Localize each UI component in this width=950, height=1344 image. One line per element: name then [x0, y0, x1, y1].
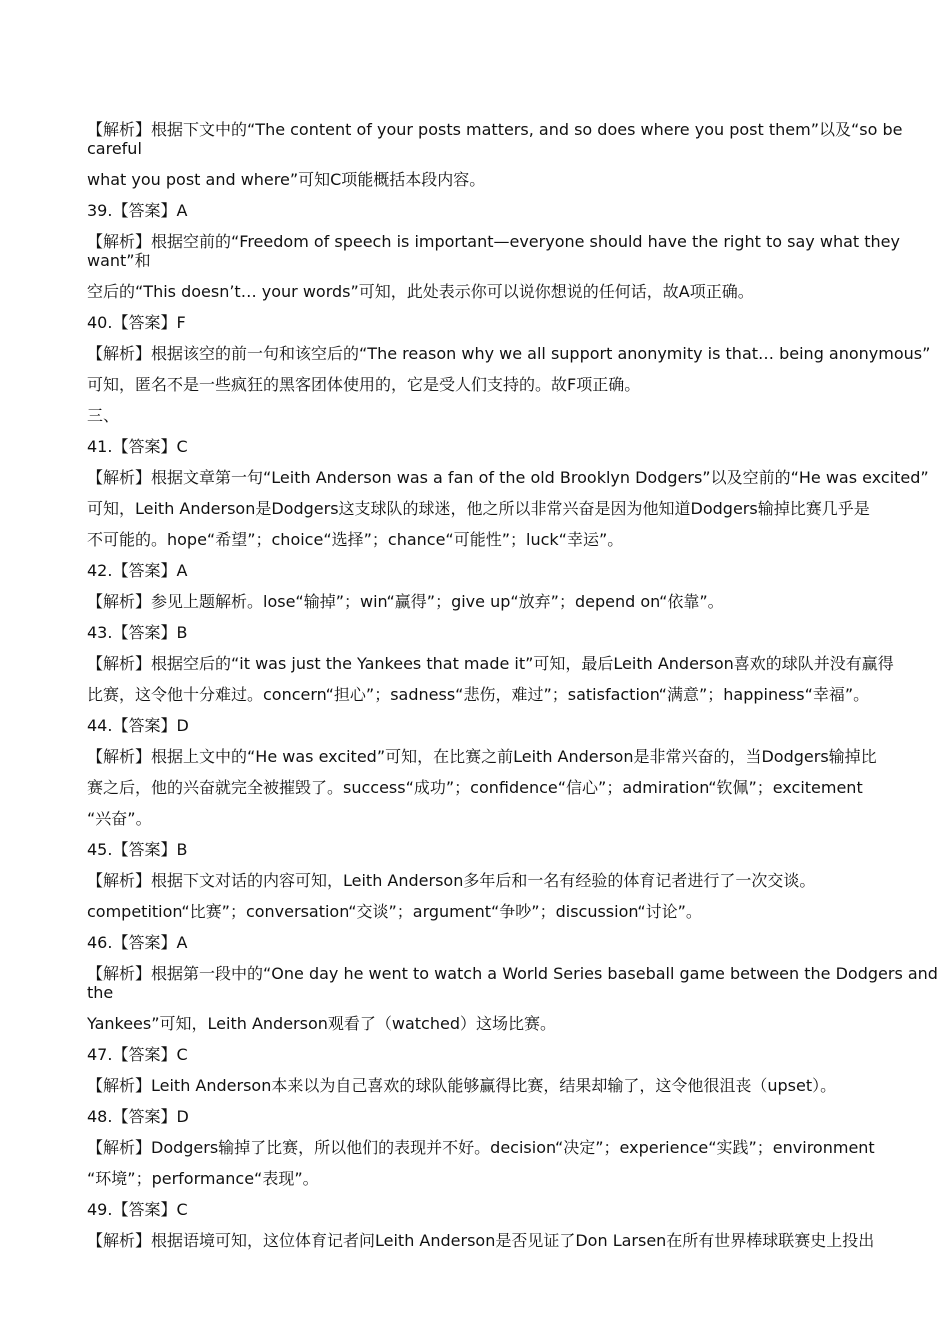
answer-line: 39.【答案】A [87, 201, 188, 220]
text-line: 【解析】根据上文中的“He was excited”可知，在比赛之前Leith Anderson是非常兴奋的，当Dodgers输掉比 [87, 747, 877, 766]
answer-line: 40.【答案】F [87, 313, 186, 332]
text-line: 【解析】根据下文对话的内容可知，Leith Anderson多年后和一名有经验的体育记者进行了一次交谈。 [87, 871, 816, 890]
answer-line: 48.【答案】D [87, 1107, 189, 1126]
answer-line: 46.【答案】A [87, 933, 188, 952]
text-line: 【解析】根据该空的前一句和该空后的“The reason why we all support anonymity is that… being anonymous” [87, 344, 931, 363]
answer-line: 43.【答案】B [87, 623, 188, 642]
text-line: “环境”；performance“表现”。 [87, 1169, 319, 1188]
answer-line: 42.【答案】A [87, 561, 188, 580]
text-line: 可知，匿名不是一些疯狂的黑客团体使用的，它是受人们支持的。故F项正确。 [87, 375, 641, 394]
answer-line: 47.【答案】C [87, 1045, 188, 1064]
text-line: 【解析】Dodgers输掉了比赛，所以他们的表现并不好。decision“决定”；experience“实践”；environment [87, 1138, 875, 1157]
text-line: 不可能的。hope“希望”；choice“选择”；chance“可能性”；luck“幸运”。 [87, 530, 624, 549]
text-line: 【解析】根据空后的“it was just the Yankees that made it”可知，最后Leith Anderson喜欢的球队并没有赢得 [87, 654, 894, 673]
text-line: “兴奋”。 [87, 809, 152, 828]
answer-line: 49.【答案】C [87, 1200, 188, 1219]
text-line: 空后的“This doesn’t… your words”可知，此处表示你可以说你想说的任何话，故A项正确。 [87, 282, 754, 301]
text-line: competition“比赛”；conversation“交谈”；argument“争吵”；discussion“讨论”。 [87, 902, 702, 921]
text-line: 比赛，这令他十分难过。concern“担心”；sadness“悲伤，难过”；satisfaction“满意”；happiness“幸福”。 [87, 685, 870, 704]
text-line: 【解析】根据下文中的“The content of your posts matters, and so does where you post them”以及“so be careful [87, 120, 903, 158]
text-line: 【解析】根据空前的“Freedom of speech is important—everyone should have the right to say what they want”和 [87, 232, 900, 270]
text-line: 【解析】参见上题解析。lose“输掉”；win“赢得”；give up“放弃”；depend on“依靠”。 [87, 592, 724, 611]
text-line: 【解析】根据语境可知，这位体育记者问Leith Anderson是否见证了Don Larsen在所有世界棒球联赛史上投出 [87, 1231, 875, 1250]
text-line: 【解析】根据第一段中的“One day he went to watch a World Series baseball game between the Dodgers and the [87, 964, 938, 1002]
text-line: Yankees”可知，Leith Anderson观看了（watched）这场比赛。 [87, 1014, 556, 1033]
text-line: 【解析】根据文章第一句“Leith Anderson was a fan of the old Brooklyn Dodgers”以及空前的“He was excited” [87, 468, 929, 487]
answer-line: 44.【答案】D [87, 716, 189, 735]
answer-line: 41.【答案】C [87, 437, 188, 456]
text-line: what you post and where”可知C项能概括本段内容。 [87, 170, 486, 189]
answer-line: 45.【答案】B [87, 840, 188, 859]
text-line: 可知，Leith Anderson是Dodgers这支球队的球迷，他之所以非常兴奋是因为他知道Dodgers输掉比赛几乎是 [87, 499, 870, 518]
text-line: 赛之后，他的兴奋就完全被摧毁了。success“成功”；confidence“信心”；admiration“钦佩”；excitement [87, 778, 863, 797]
section-heading: 三、 [87, 406, 120, 425]
text-line: 【解析】Leith Anderson本来以为自己喜欢的球队能够赢得比赛，结果却输了，这令他很沮丧（upset）。 [87, 1076, 837, 1095]
document-body [87, 120, 945, 1262]
